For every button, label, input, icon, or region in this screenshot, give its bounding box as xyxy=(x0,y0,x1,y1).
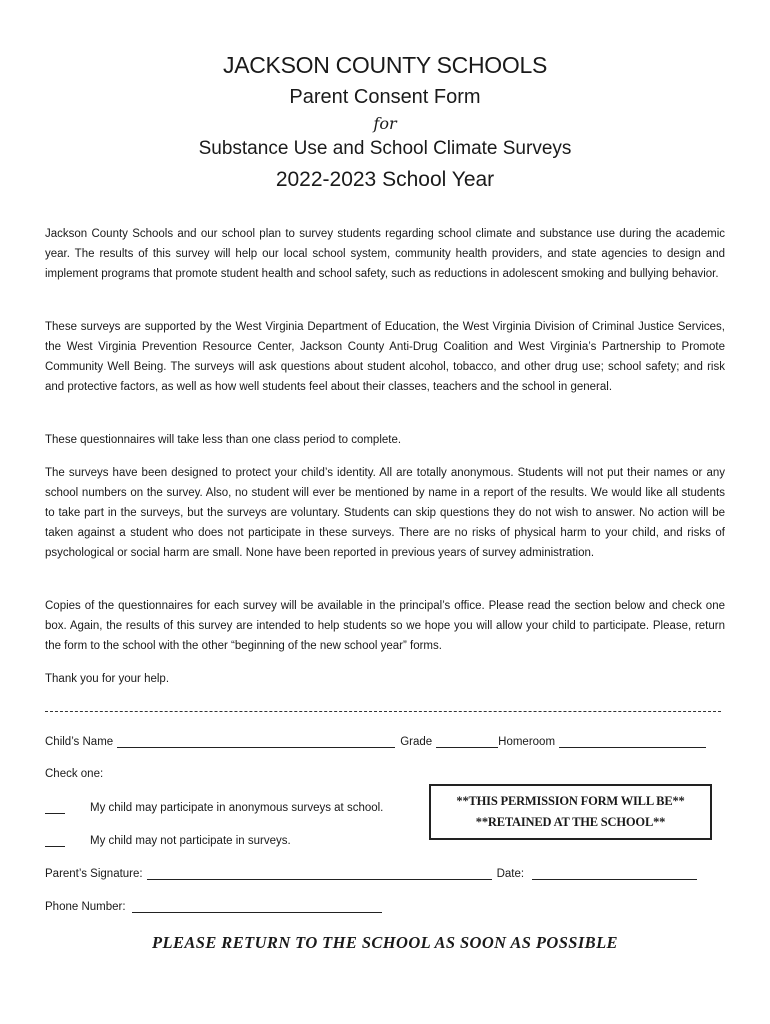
phone-row xyxy=(45,900,382,913)
paragraph-purpose: Jackson County Schools and our school plan to survey students regarding school climate and substance use during the academic year. The results of this survey will help our local school system, community health providers, and state agencies to design and implement programs that promote student health and school safety, such as reductions in adolescent smoking and bullying behavior. xyxy=(45,228,725,280)
paragraph-copies: Copies of the questionnaires for each survey will be available in the principal’s office. Please read the section below and check one box. Again, the results of this survey are intended to help students so we hope you will allow your child to participate. Please, return the form to the school with the other “beginning of the new school year” forms. xyxy=(45,600,725,652)
signature-label: Parent’s Signature: xyxy=(45,868,143,880)
phone-field[interactable] xyxy=(132,900,382,913)
option-participate-row xyxy=(45,801,383,814)
option-not-participate-label: My child may not participate in surveys. xyxy=(90,835,291,847)
child-name-label: Child’s Name xyxy=(45,736,114,748)
paragraph-duration: These questionnaires will take less than one class period to complete. xyxy=(45,434,402,446)
retention-notice-box xyxy=(429,784,712,840)
notice-line-1: **THIS PERMISSION FORM WILL BE** xyxy=(456,794,685,808)
homeroom-label: Homeroom xyxy=(498,736,556,748)
participate-checkbox[interactable] xyxy=(45,801,65,814)
form-title: Parent Consent Form xyxy=(289,86,481,108)
date-label: Date: xyxy=(496,868,525,880)
not-participate-checkbox[interactable] xyxy=(45,834,65,847)
notice-line-2: **RETAINED AT THE SCHOOL** xyxy=(475,815,666,829)
paragraph-privacy: The surveys have been designed to protect your child’s identity. All are totally anonymous. Students will not put their names or any school numbers on the survey. Also, no student will ever be mentioned by name in a report of the results. We would like all students to take part in the surveys, but the surveys are voluntary. Students can skip questions they do not wish to answer. No action will be taken against a student who does not participate in these surveys. There are no risks of physical harm to your child, and risks of psychological or social harm are small. None have been reported in previous years of survey administration. xyxy=(45,467,725,559)
date-field[interactable] xyxy=(532,867,697,880)
grade-label: Grade xyxy=(400,736,433,748)
signature-row xyxy=(45,867,697,880)
for-connector: for xyxy=(373,114,397,133)
survey-title: Substance Use and School Climate Surveys xyxy=(198,138,572,159)
grade-field[interactable] xyxy=(436,735,498,748)
signature-field[interactable] xyxy=(147,867,492,880)
paragraph-thanks: Thank you for your help. xyxy=(45,673,170,685)
cut-line-divider xyxy=(45,711,721,712)
phone-label: Phone Number: xyxy=(45,901,126,913)
option-not-participate-row xyxy=(45,834,291,847)
paragraph-support: These surveys are supported by the West Virginia Department of Education, the West Virginia Division of Criminal Justice Services, the West Virginia Prevention Resource Center, Jackson County Anti-Drug Coalition and West Virginia’s Partnership to Promote Community Well Being. The surveys will ask questions about student alcohol, tobacco, and other drug use; school safety; and risk and protective factors, as well as how well students feel about their classes, teachers and the school in general. xyxy=(45,321,725,393)
organization-title: JACKSON COUNTY SCHOOLS xyxy=(223,52,547,78)
option-participate-label: My child may participate in anonymous surveys at school. xyxy=(90,802,384,814)
child-info-row xyxy=(45,735,706,748)
homeroom-field[interactable] xyxy=(559,735,706,748)
check-one-label: Check one: xyxy=(45,768,104,780)
child-name-field[interactable] xyxy=(117,735,395,748)
return-instruction-footer: PLEASE RETURN TO THE SCHOOL AS SOON AS POSSIBLE xyxy=(152,933,618,952)
school-year: 2022-2023 School Year xyxy=(275,168,495,191)
